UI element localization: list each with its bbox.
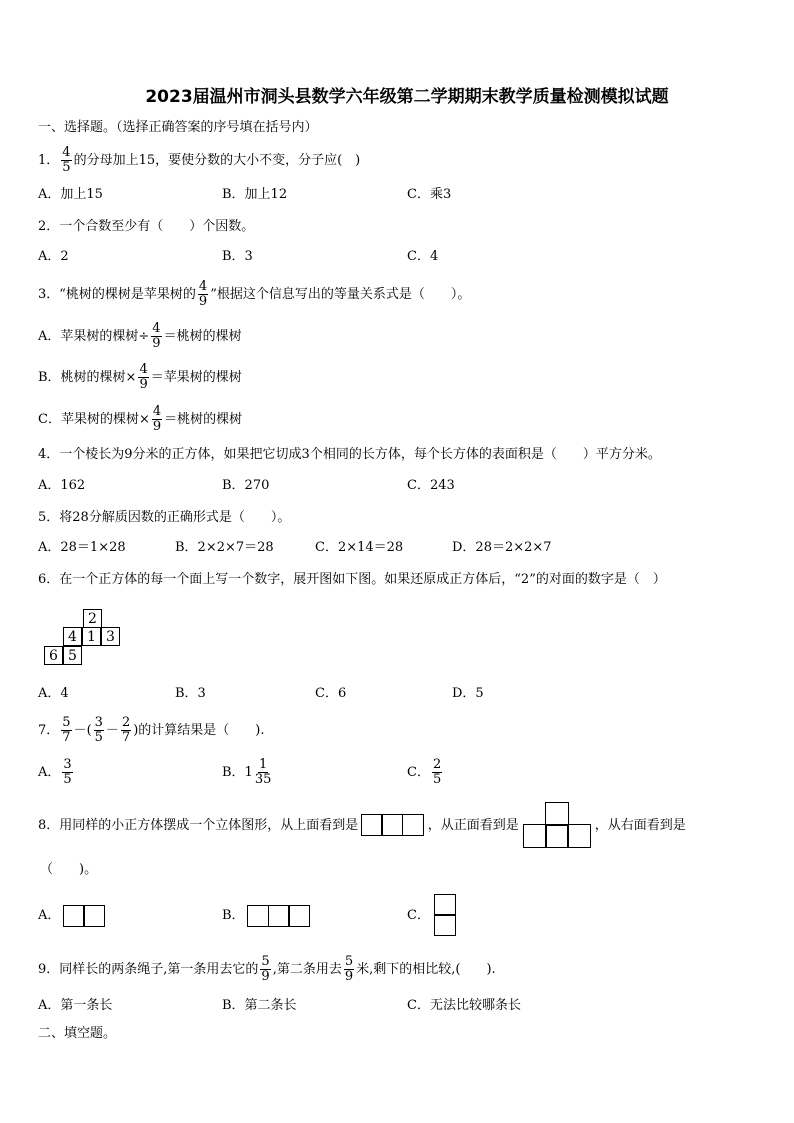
option-b[interactable] xyxy=(38,363,242,392)
numerator: 4 xyxy=(62,145,71,160)
question-number: 7． xyxy=(38,722,60,738)
option-a[interactable] xyxy=(38,905,109,927)
option-d[interactable]: D．28＝2×2×7 xyxy=(452,540,552,555)
question-9 xyxy=(38,955,496,984)
option-label: A． xyxy=(38,764,61,780)
question-text: )的计算结果是（ ). xyxy=(133,722,265,738)
question-text: 米,剩下的相比较,( ). xyxy=(356,961,496,977)
option-a[interactable] xyxy=(38,322,242,351)
option-c[interactable]: C．6 xyxy=(315,686,347,701)
option-a[interactable]: A．加上15 xyxy=(38,187,103,202)
option-b[interactable]: B．3 xyxy=(175,686,206,701)
numerator: 4 xyxy=(152,321,161,336)
numerator: 4 xyxy=(152,404,162,419)
option-label: B．1 xyxy=(222,764,253,780)
three-squares-horizontal-figure xyxy=(249,905,311,927)
fraction xyxy=(138,363,148,392)
option-text: ＝桃树的棵树 xyxy=(163,328,242,344)
net-cell: 4 xyxy=(63,627,82,646)
fraction xyxy=(94,716,104,745)
option-c[interactable] xyxy=(38,405,242,434)
fraction xyxy=(152,405,162,434)
section-heading-choice: 一、选择题。（选择正确答案的序号填在括号内） xyxy=(38,120,318,135)
page-title: 2023届温州市洞头县数学六年级第二学期期末教学质量检测模拟试题 xyxy=(145,87,669,107)
option-b[interactable] xyxy=(222,758,273,787)
fraction xyxy=(260,955,270,984)
question-4: 4．一个棱长为9分米的正方体，如果把它切成3个相同的长方体，每个长方体的表面积是（ ）平方分米。 xyxy=(38,447,661,462)
option-label: B．桃树的棵树× xyxy=(38,369,137,385)
option-c[interactable]: C．乘3 xyxy=(407,187,452,202)
two-squares-vertical-figure xyxy=(434,895,456,936)
question-text: ”根据这个信息写出的等量关系式是（ ）。 xyxy=(210,286,471,302)
net-cell: 2 xyxy=(83,609,102,628)
denominator: 9 xyxy=(344,969,354,984)
net-cell: 5 xyxy=(63,646,82,665)
option-a[interactable] xyxy=(38,758,75,787)
denominator: 5 xyxy=(94,730,103,745)
numerator: 5 xyxy=(62,715,71,730)
denominator: 7 xyxy=(121,730,131,745)
question-5: 5．将28分解质因数的正确形式是（ ）。 xyxy=(38,510,291,525)
numerator: 1 xyxy=(258,757,268,772)
option-label: C． xyxy=(407,907,430,923)
two-squares-horizontal-figure xyxy=(64,905,105,927)
option-c[interactable] xyxy=(407,895,460,936)
fraction xyxy=(151,322,161,351)
option-a[interactable]: A．162 xyxy=(38,478,86,493)
section-heading-fill: 二、填空题。 xyxy=(38,1026,117,1041)
option-c[interactable] xyxy=(407,758,444,787)
option-text: ＝桃树的棵树 xyxy=(164,411,243,427)
option-a[interactable]: A．2 xyxy=(38,249,69,264)
option-b[interactable]: B．加上12 xyxy=(222,187,288,202)
question-3 xyxy=(38,280,470,309)
question-text: 的分母加上15，要使分数的大小不变，分子应( ) xyxy=(73,152,361,168)
fraction xyxy=(62,758,72,787)
option-text: ＝苹果树的棵树 xyxy=(150,369,242,385)
option-c[interactable]: C．4 xyxy=(407,249,439,264)
numerator: 4 xyxy=(198,279,208,294)
option-label: C．苹果树的棵树× xyxy=(38,411,150,427)
operator: －( xyxy=(73,722,92,738)
numerator: 3 xyxy=(63,757,72,772)
question-7 xyxy=(38,716,265,745)
question-number: 1． xyxy=(38,152,60,168)
denominator: 9 xyxy=(261,969,270,984)
option-label: B． xyxy=(222,908,245,923)
fraction xyxy=(432,758,442,787)
denominator: 9 xyxy=(139,377,148,392)
question-6: 6．在一个正方体的每一个面上写一个数字，展开图如下图。如果还原成正方体后，“2”的对面的数字是（ ） xyxy=(38,572,666,587)
numerator: 2 xyxy=(121,715,131,730)
question-text: ,第二条用去 xyxy=(272,961,342,977)
question-8 xyxy=(38,800,686,848)
option-b[interactable]: B．2×2×7＝28 xyxy=(175,540,274,555)
option-a[interactable]: A．4 xyxy=(38,686,69,701)
question-1 xyxy=(38,146,360,175)
denominator: 7 xyxy=(62,730,71,745)
question-text: ，从正面看到是 xyxy=(427,818,519,833)
option-label: A． xyxy=(38,908,61,923)
denominator: 9 xyxy=(198,294,208,309)
numerator: 5 xyxy=(344,954,354,969)
option-b[interactable]: B．3 xyxy=(222,249,253,264)
net-cell: 1 xyxy=(82,627,101,646)
question-text: ，从右面看到是 xyxy=(594,818,686,833)
option-c[interactable]: C．2×14＝28 xyxy=(315,540,404,555)
option-b[interactable]: B．第二条长 xyxy=(222,998,297,1013)
denominator: 5 xyxy=(62,160,71,175)
option-a[interactable]: A．28＝1×28 xyxy=(38,540,126,555)
fraction xyxy=(255,758,272,787)
question-text: 8．用同样的小正方体摆成一个立体图形，从上面看到是 xyxy=(38,818,359,833)
denominator: 35 xyxy=(254,772,272,787)
denominator: 9 xyxy=(152,419,162,434)
question-2: 2．一个合数至少有（ ）个因数。 xyxy=(38,219,255,234)
numerator: 3 xyxy=(94,715,103,730)
fraction xyxy=(198,280,208,309)
numerator: 2 xyxy=(432,757,442,772)
front-view-figure xyxy=(523,802,591,848)
net-cell: 3 xyxy=(101,627,120,646)
question-text: 3．“桃树的棵树是苹果树的 xyxy=(38,286,196,302)
option-label: C． xyxy=(407,764,430,780)
fraction xyxy=(61,716,71,745)
denominator: 5 xyxy=(63,772,72,787)
fraction xyxy=(61,146,71,175)
option-c[interactable]: C．无法比较哪条长 xyxy=(407,998,521,1013)
option-a[interactable]: A．第一条长 xyxy=(38,998,113,1013)
numerator: 5 xyxy=(261,954,270,969)
answer-blank: （ )。 xyxy=(40,862,98,877)
fraction xyxy=(344,955,354,984)
question-text: 9．同样长的两条绳子,第一条用去它的 xyxy=(38,961,259,977)
option-b[interactable]: B．270 xyxy=(222,478,270,493)
option-label: A．苹果树的棵树÷ xyxy=(38,328,150,344)
option-d[interactable]: D．5 xyxy=(452,686,484,701)
option-c[interactable]: C．243 xyxy=(407,478,455,493)
numerator: 4 xyxy=(139,362,148,377)
top-view-figure xyxy=(362,814,424,836)
denominator: 9 xyxy=(152,336,161,351)
option-b[interactable] xyxy=(222,905,314,927)
denominator: 5 xyxy=(432,772,442,787)
fraction xyxy=(121,716,131,745)
operator: － xyxy=(105,722,119,738)
net-cell: 6 xyxy=(44,646,63,665)
